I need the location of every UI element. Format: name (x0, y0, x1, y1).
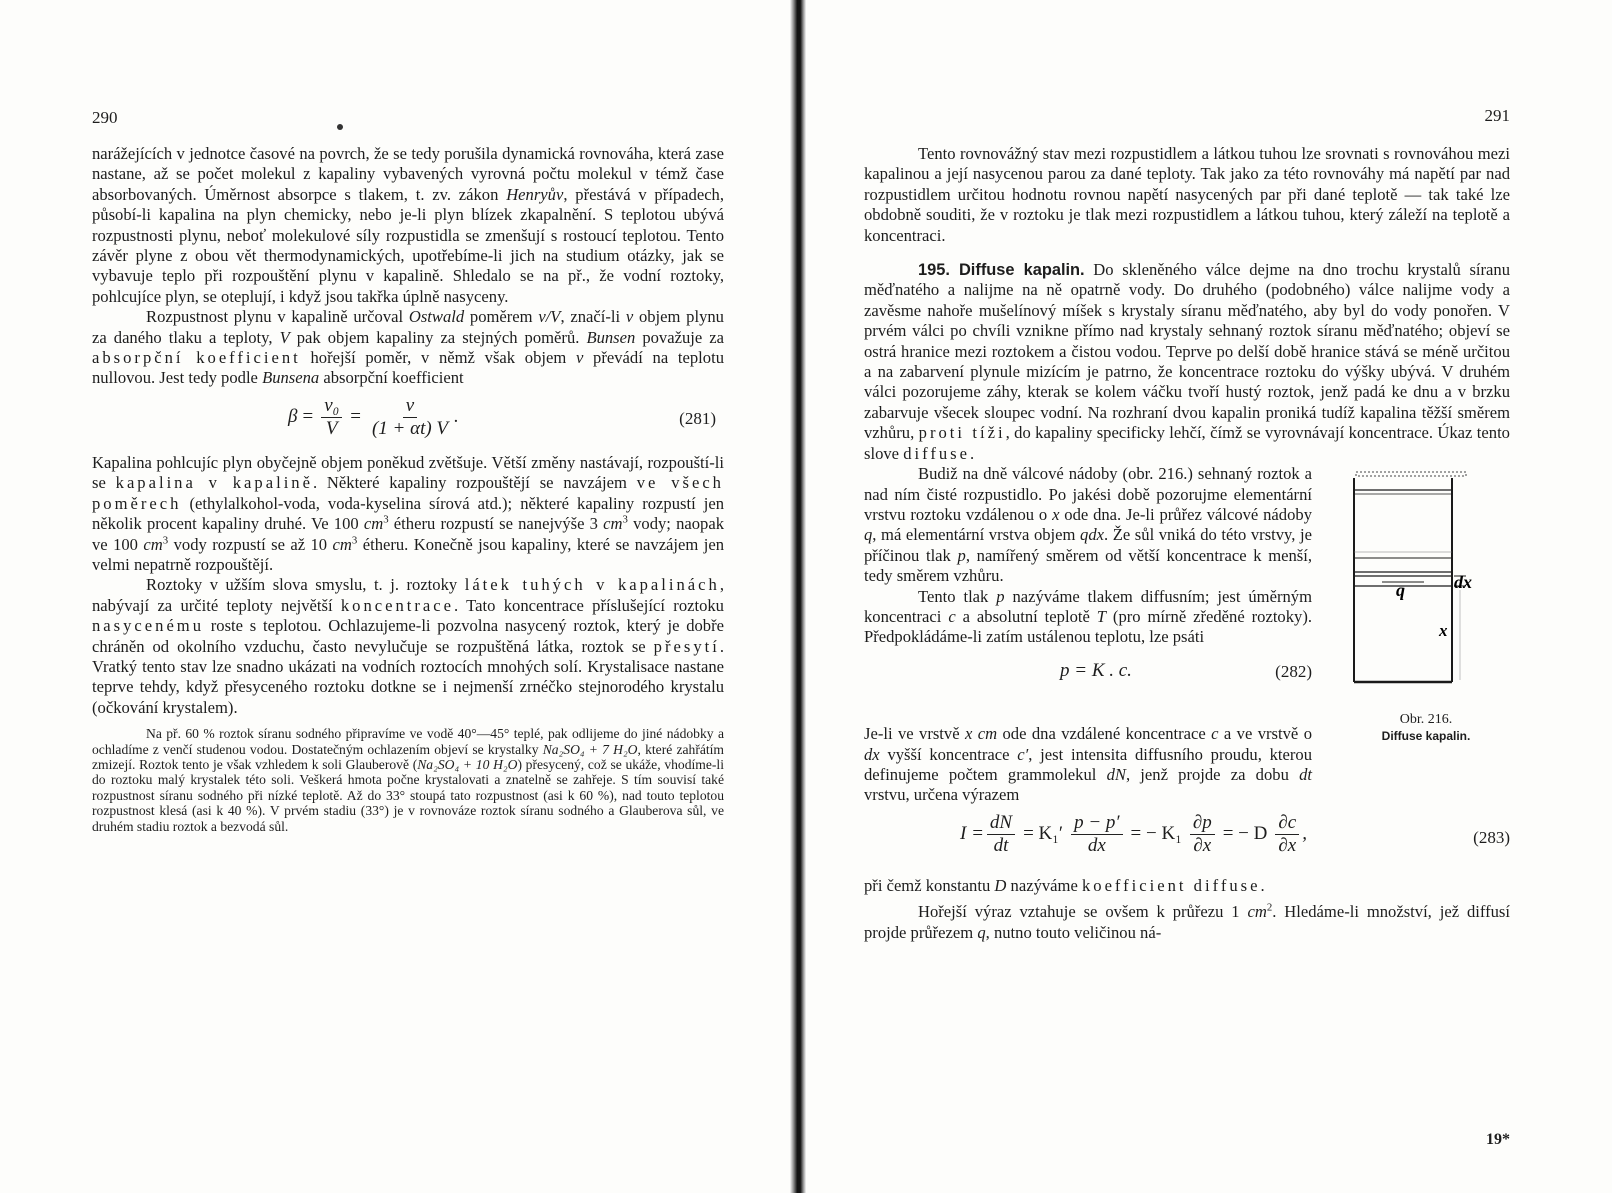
figure-caption: Obr. 216. Diffuse kapalin. (1381, 712, 1471, 744)
figure-216 (1342, 464, 1510, 754)
paragraph: Tento rovnovážný stav mezi rozpustidlem a látkou tuhou lze srovnati s rovnováhou mezi kapalinou a její nasycenou parou za dané teploty. Tak jako za této rovnováhy má napětí par nad rozpustidlem určitou hodnotu rovnou napětí nasycených par při dané teplotě — tak také lze obdobně souditi, že v roztoku je tlak mezi rozpustidlem a látkou tuhou, který záleží na teplotě a koncentraci. (864, 144, 1510, 245)
figure-block (864, 464, 1510, 744)
left-page (0, 0, 790, 1193)
equation-number: (281) (679, 408, 716, 428)
page-number: 290 (92, 108, 118, 127)
paragraph: Kapalina pohlcujíc plyn obyčejně objem poněkud zvětšuje. Větší změny nastávají, rozpouští-li se kapalina v kapalině. Některé kapaliny rozpouštějí se navzájem ve všech poměrech (ethylalkohol-voda, voda-kyselina sírová atd.); některé kapaliny rozpustí jen několik procent kapaliny druhé. Ve 100 $cm^3$ étheru rozpustí se nanejvýše 3 $cm^3$ vody; naopak ve 100 $cm^3$ vody rozpustí se až 10 $cm^3$ étheru. Konečně jsou kapaliny, které se navzájem jen velmi nepatrně rozpouštějí. (92, 452, 725, 574)
footnote-paragraph: Na př. 60 % roztok síranu sodného připravíme ve vodě 40°—45° teplé, pak odlijeme do jiné nádobky a ochladíme z venčí studenou vodou. Dostatečným ochlazením objeví se krystalky Na₂SO₄ + 7 H₂O, které zahřátím zmizejí. Roztok tento je však vzhledem k soli Glauberově (Na₂SO₄ + 10 H₂O) přesycený, což se ukáže, vhodíme-li do roztoku malý krystalek této soli. Veškerá hmota počne krystalovati a znatelně se zahřeje. S tím souvisí také rozpustnost síranu sodného při nízké teplotě. Až do 33° stoupá tato rozpustnost (asi k 60 %), nad touto teplotou rozpustnost klesá (asi k 40 %). V prvém stadiu (33°) je v rovnováze roztok síranu sodného a Glauberova sůl, ve druhém stadiu roztok a bezvodá sůl. (92, 726, 725, 834)
paragraph: Rozpustnost plynu v kapalině určoval Ostwald poměrem v/V, značí-li v objem plynu za daného tlaku a teploty, V pak objem kapaliny za stejných poměrů. Bunsen považuje za absorpční koefficient hořejší poměr, v němž však objem v převádí na teplotu nullovou. Jest tedy podle Bunsena absorpční koefficient (92, 307, 725, 388)
signature-mark: 19* (1486, 1131, 1510, 1148)
section-heading: 195. Diffuse kapalin. (918, 261, 1085, 280)
paragraph: 195. Diffuse kapalin. Do skleněného válce dejme na dno trochu krystalů síranu měďnatého a nalijme na ně opatrně vody. Do druhého (podobného) válce nalijme vody a zavěsme nahoře mušelínový míšek s krystaly síranu měďnatého, aby byl do vody ponořen. V prvém válci po chvíli vznikne přímo nad krystaly sehnaný roztok síranu měďnatého; objeví se ostrá hranice mezi roztokem a čistou vodou. Teprve po delší době hranice stává se méně určitou a na zabarvení plynule mizícím je patrno, že koncentrace roztoku do výšky ubývá. V druhém válci pozorujeme záhy, kterak se kolem váčku tvoří hustý roztok, jenž padá ke dnu a v brzku zabarvuje všecek sloupec vodní. Na rozhraní dvou kapalin proniká tudíž kapalina těžší směrem vzhůru, proti tíži, do kapaliny specificky lehčí, čímž se vyrovnávají koncentrace. Úkaz tento slove diffuse. (864, 260, 1510, 463)
page-number: 291 (1484, 106, 1510, 125)
equation-282: p = K . c. (282) (1060, 659, 1312, 681)
equation-number: (282) (1275, 661, 1312, 681)
paragraph: při čemž konstantu D nazýváme koefficient diffuse. (864, 875, 1265, 895)
equation-281: β = $\frac{\text{v₀}}{V}$ = $\frac{v}{(1 + \alpha t) V}$ . (281) (288, 394, 716, 439)
equation-number: (283) (1473, 827, 1510, 847)
label-q: q (1396, 580, 1405, 601)
ink-dot (337, 124, 343, 130)
paragraph: Budiž na dně válcové nádoby (obr. 216.) sehnaný roztok a nad ním čisté rozpustidlo. Po jakési době pozorujme elementární vrstvu roztoku vzdálenou o x ode dna. Je-li průřez válcové nádoby q, má elementární vrstva objem qdx. Že sůl vniká do této vrstvy, je příčinou tlak p, namířený směrem od větší koncentrace k menší, tedy směrem vzhůru. (864, 464, 1313, 586)
paragraph: narážejících v jednotce časové na povrch, že se tedy porušila dynamická rovnováha, která zase nastane, až se počet molekul z kapaliny vybavených vyrovná počtu molekul v témž čase absorbovaných. Úměrnost absorpce s tlakem, t. zv. zákon Henryův, přestává v případech, působí-li kapalina na plyn chemicky, nebo je-li plyn blízek zkapalnění. S teplotou ubývá rozpustnosti plynu, neboť molekulové síly rozpustidla se zmenšují s rostoucí teplotou. Tento závěr plyne z obou vět thermodynamických, upotřebíme-li jich na studium otázky, jak se vybavuje teplo při rozpouštění plynu v kapalině. Shledalo se na př., že vodní roztoky, pohlcujíce plyn, se oteplují, i když jsou takřka úplně nasyceny. (92, 144, 725, 306)
book-spine-gutter (790, 0, 806, 1193)
right-page (806, 0, 1612, 1193)
paragraph: Hořejší výraz vztahuje se ovšem k průřezu 1 $cm^2$. Hledáme-li množství, jež diffusí projde průřezem q, nutno touto veličinou ná- (864, 901, 1510, 942)
right-text-column (864, 144, 1510, 943)
cylinder-diagram (1342, 464, 1510, 704)
paragraph: Tento tlak p nazýváme tlakem diffusním; jest úměrným koncentraci c a absolutní teplotě T (pro mírně zředěné roztoky). Předpokládáme-li zatím ustálenou teplotu, lze psáti (864, 586, 1312, 647)
label-x: x (1439, 621, 1448, 641)
label-dx: dx (1454, 572, 1472, 593)
paragraph: Je-li ve vrstvě x cm ode dna vzdálené koncentrace c a ve vrstvě o dx vyšší koncentrace c′, jest intensita diffusního proudu, kterou definujeme počtem grammolekul dN, jenž projde za dobu dt vrstvu, určena výrazem (864, 724, 1313, 805)
equation-283: I = $\frac{dN}{dt}$ = K₁′ $\frac{p - p'}{dx}$ = − K₁ $\frac{\partial p}{\partial x}$ = − D $\frac{\partial c}{\partial x}$ , (283) (960, 811, 1510, 856)
left-text-column (92, 144, 724, 834)
paragraph: Roztoky v užším slova smyslu, t. j. roztoky látek tuhých v kapalinách, nabývají za určité teploty největší koncentrace. Tato koncentrace příslušející roztoku nasycenému roste s teplotou. Ochlazujeme-li pozvolna nasycený roztok, který je dobře chráněn od okolního vzduchu, často nevylučuje se rozpuštěná látka, roztok se přesytí. Vratký tento stav lze snadno ukázati na vodních roztocích mnohých solí. Krystalisace nastane teprve tehdy, když přesyceného roztoku dotkne se i nejmenší zrnéčko stejnorodého krystalu (očkování krystalem). (92, 575, 724, 717)
